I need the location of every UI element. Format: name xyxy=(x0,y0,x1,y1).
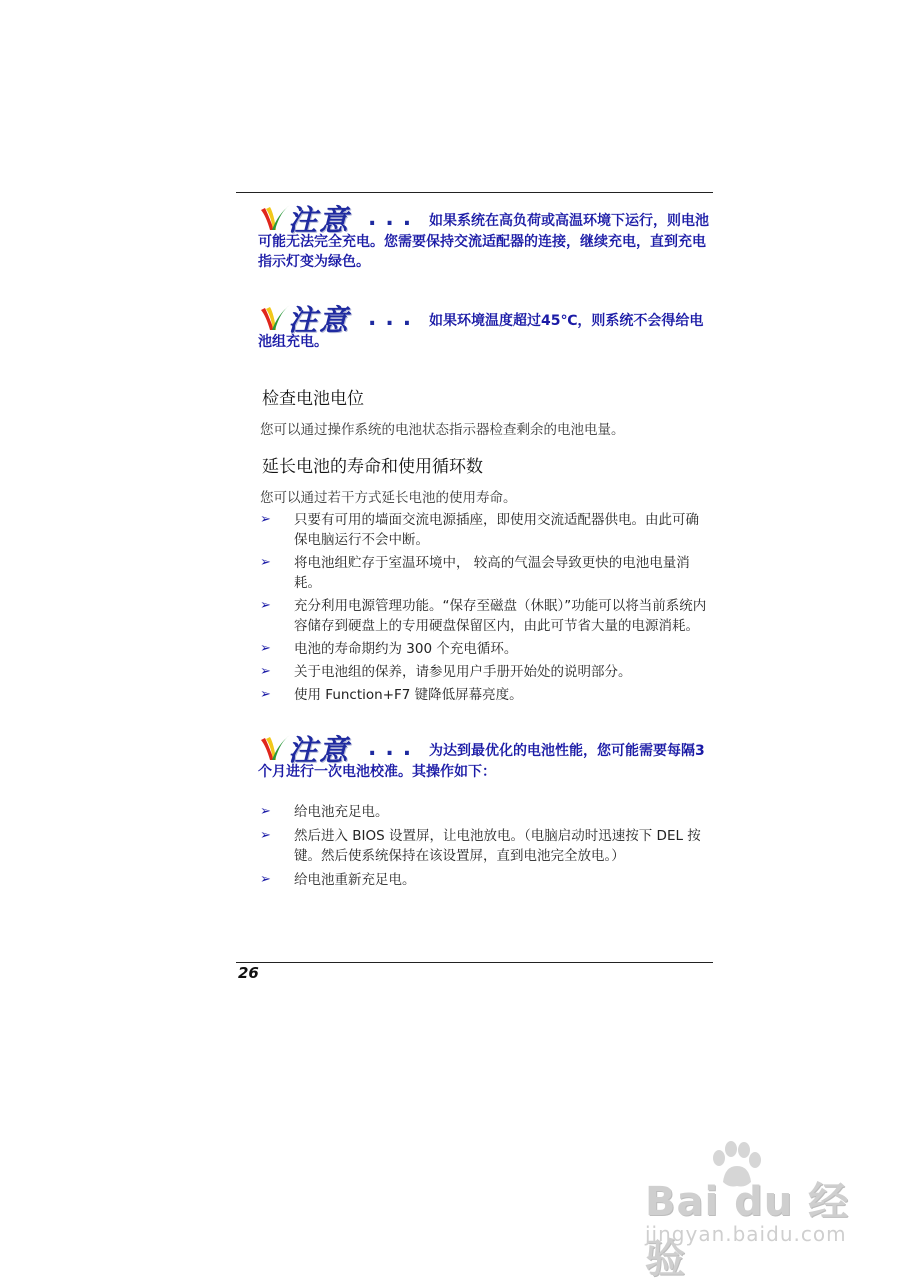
battery-life-tips-list xyxy=(260,510,710,705)
checkmark-icon xyxy=(258,302,292,332)
arrow-bullet-icon: ➢ xyxy=(260,872,271,887)
list-item-text: 使用 Function+F7 键降低屏幕亮度。 xyxy=(294,687,523,703)
baidu-jingyan-watermark xyxy=(645,1140,875,1282)
arrow-bullet-icon: ➢ xyxy=(260,598,271,613)
checkmark-icon xyxy=(258,202,292,232)
arrow-bullet-icon: ➢ xyxy=(260,687,271,702)
checkmark-icon xyxy=(258,732,292,762)
list-item-text: 然后进入 BIOS 设置屏，让电池放电。（电脑启动时迅速按下 DEL 按键。然后使系统保持在该设置屏，直到电池完全放电。） xyxy=(294,828,701,864)
list-item xyxy=(260,685,710,705)
list-item xyxy=(260,639,710,659)
arrow-bullet-icon: ➢ xyxy=(260,641,271,656)
note-dots: ... xyxy=(368,206,421,231)
list-item-text: 将电池组贮存于室温环境中， 较高的气温会导致更快的电池电量消耗。 xyxy=(294,555,690,591)
list-item-text: 充分利用电源管理功能。“保存至磁盘（休眠）”功能可以将当前系统内容储存到硬盘上的专用硬盘保留区内，由此可节省大量的电源消耗。 xyxy=(294,598,707,634)
bottom-rule xyxy=(236,962,713,963)
list-item-text: 电池的寿命期约为 300 个充电循环。 xyxy=(294,641,518,657)
list-item-text: 关于电池组的保养，请参见用户手册开始处的说明部分。 xyxy=(294,664,632,680)
list-item xyxy=(260,802,710,822)
calibration-steps-list xyxy=(260,802,710,890)
note-text: 如果系统在高负荷或高温环境下运行，则电池可能无法完全充电。您需要保持交流适配器的连接，继续充电，直到充电指示灯变为绿色。 xyxy=(258,213,709,270)
arrow-bullet-icon: ➢ xyxy=(260,828,271,843)
list-item xyxy=(260,596,710,636)
list-item-text: 只要有可用的墙面交流电源插座，即使用交流适配器供电。由此可确保电脑运行不会中断。 xyxy=(294,512,699,548)
list-item-text: 给电池重新充足电。 xyxy=(294,872,416,888)
section-body-battery-life: 您可以通过若干方式延长电池的使用寿命。 xyxy=(260,490,517,506)
arrow-bullet-icon: ➢ xyxy=(260,555,271,570)
note-box-1 xyxy=(258,202,714,273)
list-item xyxy=(260,870,710,890)
note-label: 注意 xyxy=(288,303,351,337)
note-box-3 xyxy=(258,732,714,782)
list-item xyxy=(260,662,710,682)
note-dots: ... xyxy=(368,736,421,761)
note-text: 如果环境温度超过45℃，则系统不会得给电池组充电。 xyxy=(258,313,704,350)
watermark-brand: Bai du 经验 xyxy=(645,1179,850,1282)
arrow-bullet-icon: ➢ xyxy=(260,804,271,819)
list-item xyxy=(260,553,710,593)
top-rule xyxy=(236,192,713,193)
note-text: 为达到最优化的电池性能，您可能需要每隔3个月进行一次电池校准。其操作如下： xyxy=(258,743,705,780)
watermark-url: jingyan.baidu.com xyxy=(645,1222,847,1246)
list-item-text: 给电池充足电。 xyxy=(294,804,389,820)
list-item xyxy=(260,826,710,866)
arrow-bullet-icon: ➢ xyxy=(260,664,271,679)
note-dots: ... xyxy=(368,306,421,331)
note-label: 注意 xyxy=(288,733,351,767)
page-number: 26 xyxy=(238,964,259,982)
arrow-bullet-icon: ➢ xyxy=(260,512,271,527)
section-heading-battery-life: 延长电池的寿命和使用循环数 xyxy=(262,457,483,477)
section-heading-battery-level: 检查电池电位 xyxy=(262,389,364,409)
list-item xyxy=(260,510,710,550)
note-box-2 xyxy=(258,302,714,352)
note-label: 注意 xyxy=(288,203,351,237)
section-body-battery-level: 您可以通过操作系统的电池状态指示器检查剩余的电池电量。 xyxy=(260,422,625,438)
